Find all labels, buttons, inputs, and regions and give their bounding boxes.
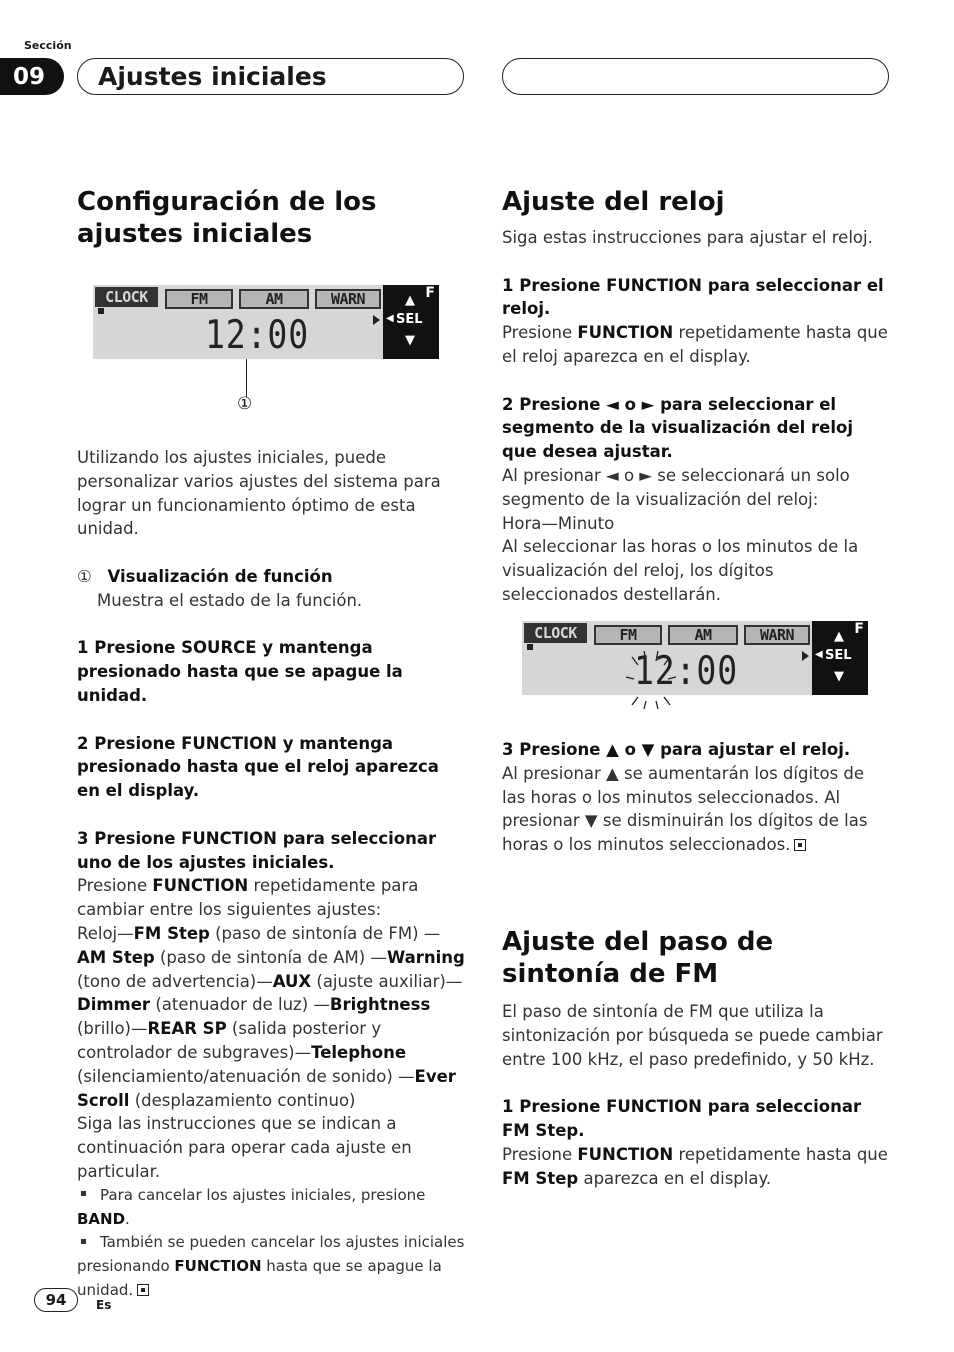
function-display-2 [522, 621, 868, 695]
header-blank-pill [502, 58, 889, 95]
step-3-body: Presione FUNCTION repetidamente para cambiar entre los siguientes ajustes: [77, 876, 419, 920]
fm-step-1: 1 Presione FUNCTION para seleccionar FM Step. [502, 1097, 862, 1140]
language-code: Es [96, 1298, 112, 1312]
cursor-arrow-icon [373, 315, 380, 325]
sel-control [383, 285, 439, 359]
legend-title: Visualización de función [107, 566, 333, 586]
fm-indicator: FM [165, 289, 233, 309]
heading-fm-step: Ajuste del paso de sintonía de FM [502, 927, 774, 989]
sel-label: SEL [396, 312, 423, 327]
callout-number: ① [237, 394, 253, 414]
function-display-1 [93, 285, 439, 359]
settings-list: Reloj—FM Step (paso de sintonía de FM) —AM Step (paso de sintonía de AM) —Warning (tono de advertencia)—AUX (ajuste auxiliar)—Dimmer (atenuador de luz) —Brightness (brillo)—REAR SP (salida posterior y controlador de subgraves)—Telephone (silenciamiento/atenuación de sonido) —Ever Scroll (desplazamiento continuo) [77, 923, 465, 1110]
clock-indicator: CLOCK [95, 287, 158, 307]
fm-step-intro: El paso de sintonía de FM que utiliza la sintonización por búsqueda se puede cambiar entre 100 kHz, el paso predefinido, y 50 kHz. [502, 1002, 883, 1069]
right-column-bottom [502, 926, 890, 1190]
intro-paragraph: Utilizando los ajustes iniciales, puede personalizar varios ajustes del sistema para lograr un funcionamiento óptimo de esta unidad. [77, 448, 441, 539]
warn-indicator: WARN [744, 625, 810, 645]
section-label: Sección [24, 39, 72, 52]
end-mark-icon [137, 1284, 149, 1296]
up-arrow-icon: ▲ [834, 629, 844, 644]
am-indicator: AM [668, 625, 738, 645]
legend-item [77, 565, 467, 589]
clock-step-2-body: Al presionar ◄ o ► se seleccionará un solo segmento de la visualización del reloj: [502, 465, 850, 509]
dot-indicator [98, 308, 104, 314]
left-arrow-icon: ◀ [815, 649, 823, 660]
f-indicator: F [425, 285, 435, 301]
right-column-top [502, 186, 890, 607]
clock-step-2: 2 Presione ◄ o ► para seleccionar el segmento de la visualización del reloj que desea ajustar. [502, 394, 854, 462]
follow-instructions: Siga las instrucciones que se indican a continuación para operar cada ajuste en particular. [77, 1114, 412, 1181]
page-number: 94 [34, 1288, 78, 1312]
warn-indicator: WARN [315, 289, 381, 309]
sel-label: SEL [825, 648, 852, 663]
down-arrow-icon: ▼ [405, 333, 415, 348]
section-title-text: Ajustes iniciales [98, 62, 327, 91]
step-2: 2 Presione FUNCTION y mantenga presionado hasta que el reloj aparezca en el display. [77, 733, 439, 801]
clock-step-1-body: Presione FUNCTION repetidamente hasta que el reloj aparezca en el display. [502, 323, 888, 366]
clock-time: 12:00 [634, 649, 739, 694]
down-arrow-icon: ▼ [834, 669, 844, 684]
left-column [77, 186, 467, 250]
step-3: 3 Presione FUNCTION para seleccionar uno de los ajustes iniciales. [77, 828, 437, 872]
sel-control [812, 621, 868, 695]
step-1: 1 Presione SOURCE y mantenga presionado hasta que se apague la unidad. [77, 638, 403, 705]
section-title [77, 58, 464, 95]
clock-step-1: 1 Presione FUNCTION para seleccionar el reloj. [502, 275, 884, 319]
fm-step-1-body: Presione FUNCTION repetidamente hasta que FM Step aparezca en el display. [502, 1144, 888, 1188]
clock-step-2-body2: Al seleccionar las horas o los minutos de la visualización del reloj, los dígitos seleccionados destellarán. [502, 537, 859, 604]
dot-indicator [527, 644, 533, 650]
bullet-icon [81, 1191, 86, 1196]
heading-clock: Ajuste del reloj [502, 187, 725, 217]
clock-indicator: CLOCK [524, 623, 587, 643]
f-indicator: F [854, 621, 864, 637]
legend-description: Muestra el estado de la función. [97, 590, 363, 610]
fm-indicator: FM [594, 625, 662, 645]
am-indicator: AM [239, 289, 309, 309]
clock-step-3: 3 Presione ▲ o ▼ para ajustar el reloj. [502, 740, 851, 759]
end-mark-icon [794, 839, 806, 851]
clock-step-3-body: Al presionar ▲ se aumentarán los dígitos de las horas o los minutos seleccionados. Al presionar ▼ se disminuirán los dígitos de las horas o los minutos seleccionados. [502, 763, 868, 855]
clock-time: 12:00 [205, 313, 310, 358]
cursor-arrow-icon [802, 651, 809, 661]
note-1: Para cancelar los ajustes iniciales, presione BAND. [77, 1185, 426, 1228]
left-arrow-icon: ◀ [386, 313, 394, 324]
section-number: 09 [0, 58, 64, 95]
left-body [77, 446, 467, 1303]
right-column-mid [502, 738, 890, 857]
heading-initial-settings: Configuración de los ajustes iniciales [77, 187, 377, 249]
clock-step-2-sequence: Hora—Minuto [502, 513, 615, 533]
bullet-icon [81, 1239, 86, 1244]
note-2: También se pueden cancelar los ajustes iniciales presionando FUNCTION hasta que se apague la unidad. [77, 1233, 465, 1299]
up-arrow-icon: ▲ [405, 293, 415, 308]
callout-line [246, 359, 247, 397]
legend-number: ① [77, 566, 92, 586]
clock-intro: Siga estas instrucciones para ajustar el reloj. [502, 228, 873, 247]
